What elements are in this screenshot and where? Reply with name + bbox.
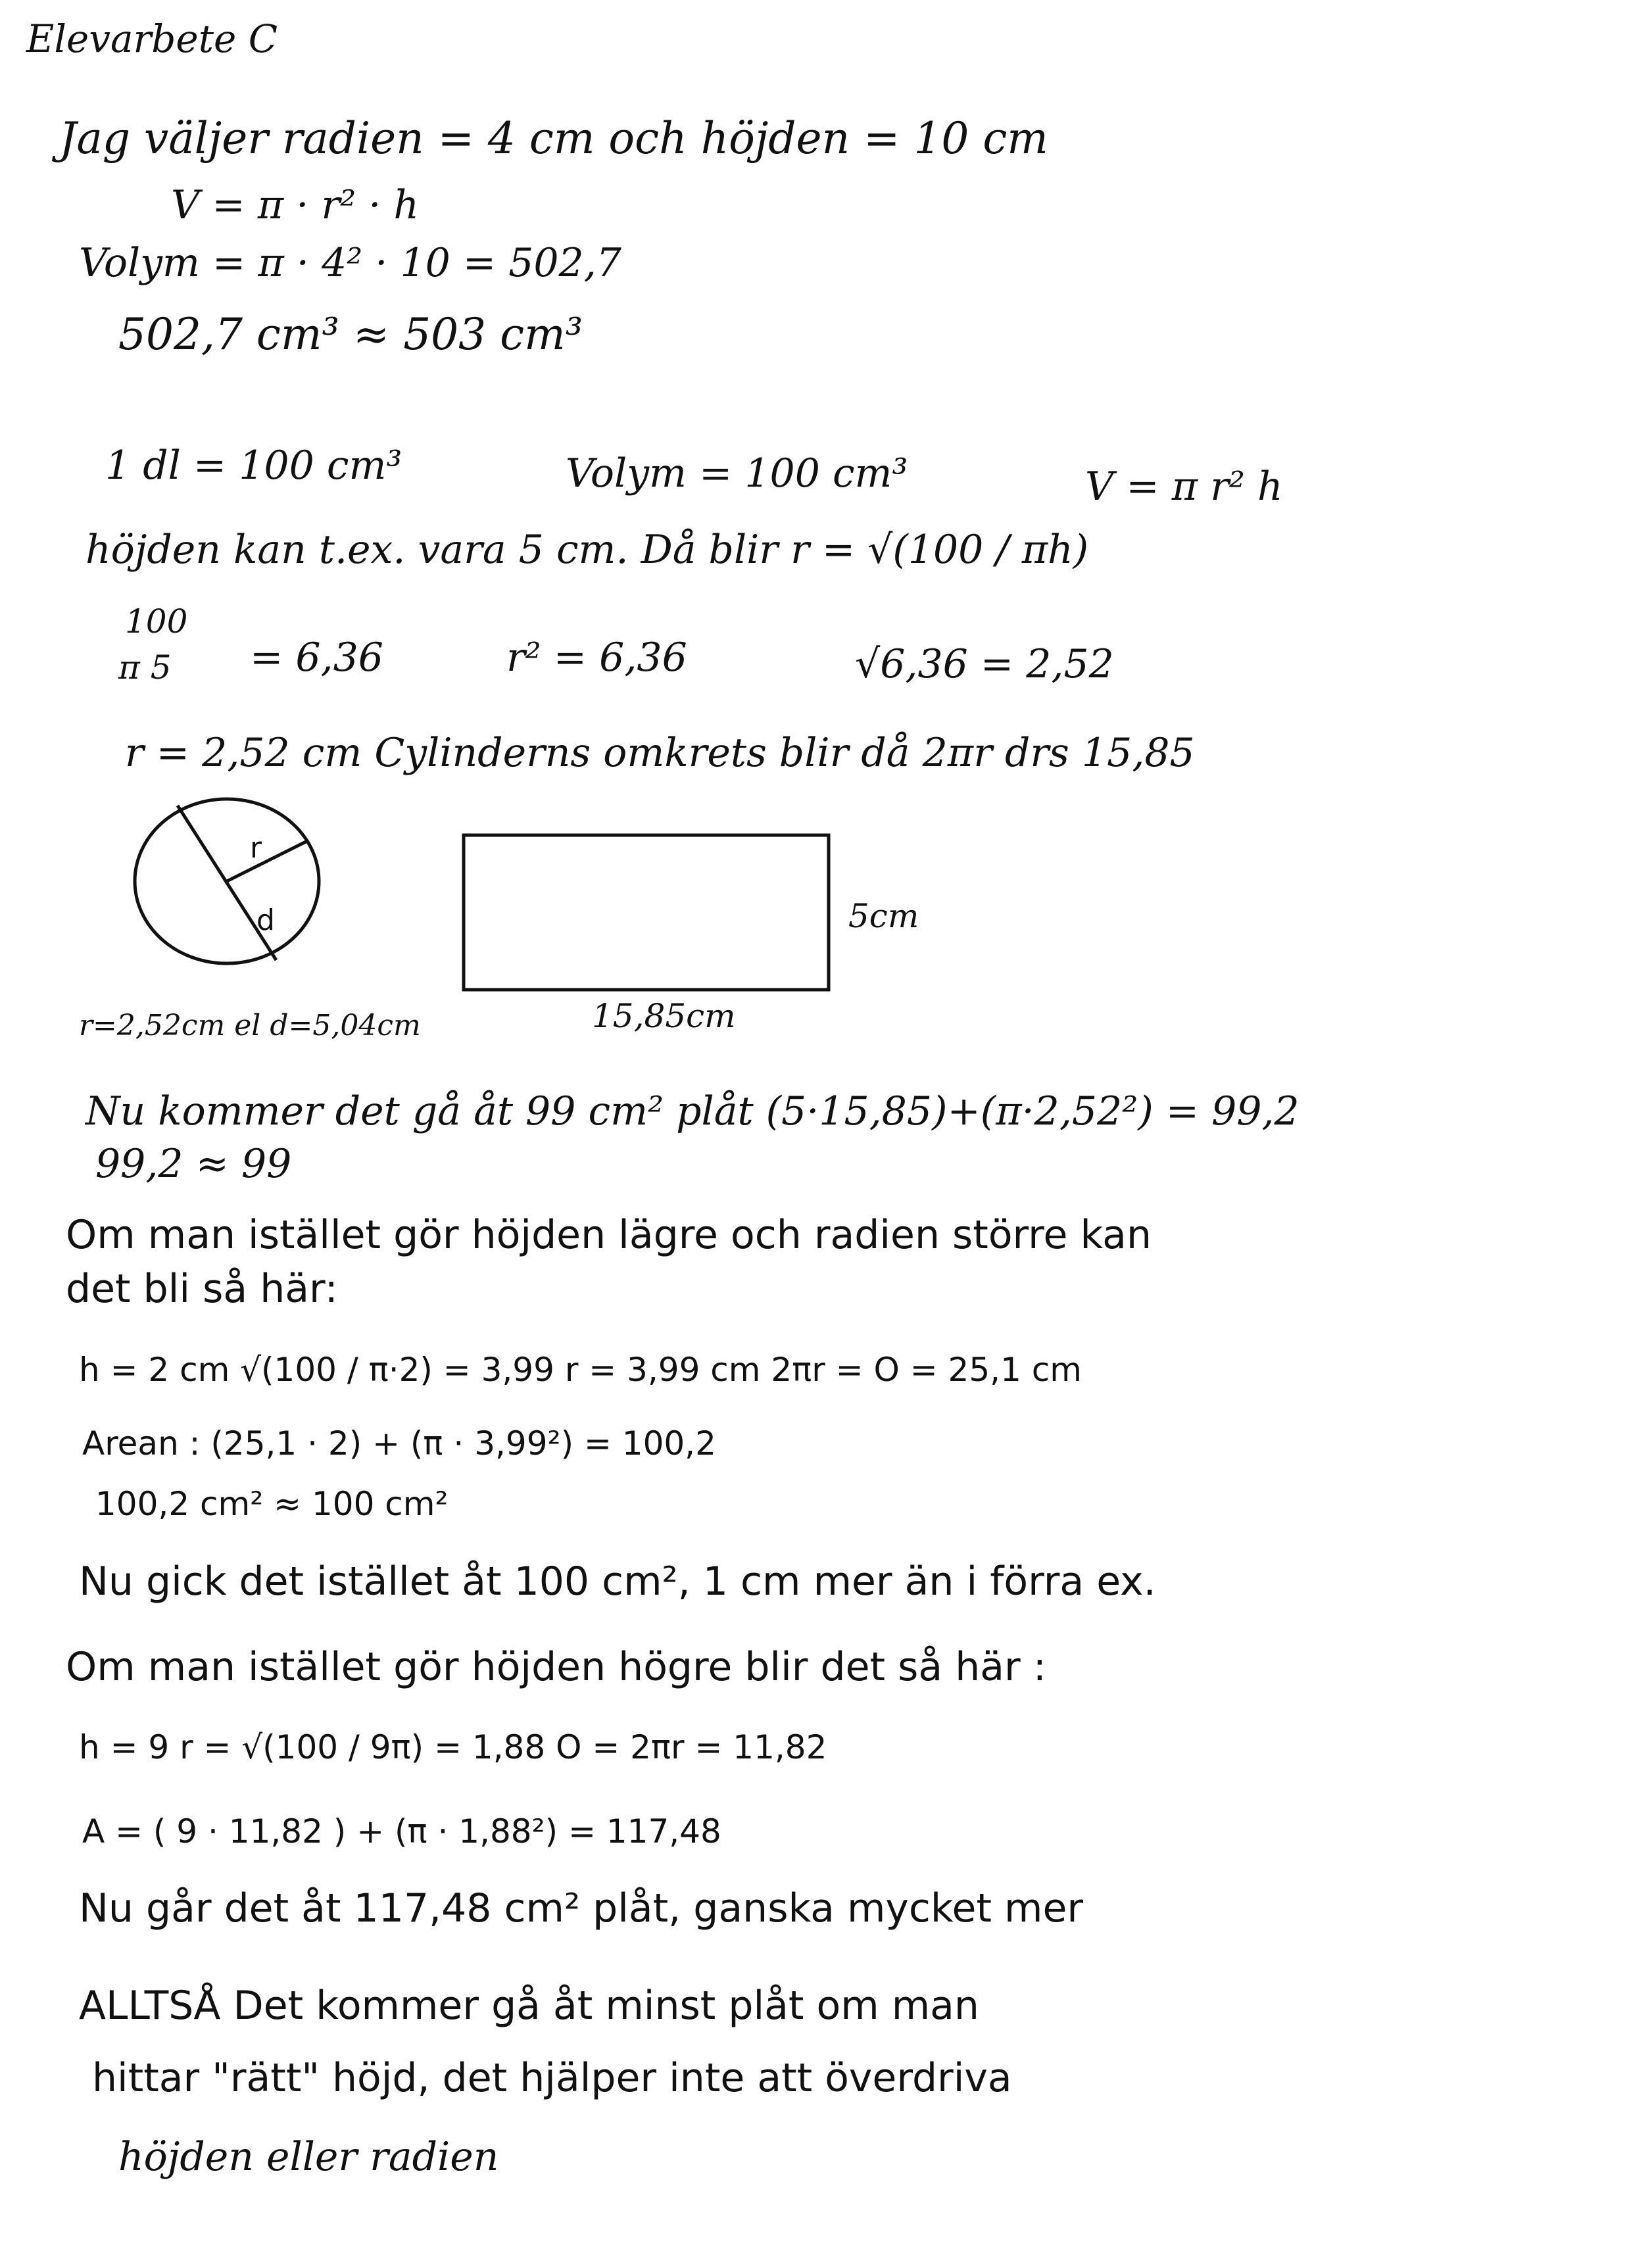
r-squared: r² = 6,36 bbox=[506, 635, 687, 681]
lower-height-conclusion: Nu gick det istället åt 100 cm², 1 cm mer än i förra ex. bbox=[79, 1559, 1156, 1605]
choice-line: Jag väljer radien = 4 cm och höjden = 10 cm bbox=[59, 113, 1048, 164]
cylinder-formula: V = π r² h bbox=[1085, 464, 1283, 510]
sqrt-result: √6,36 = 2,52 bbox=[855, 641, 1114, 687]
rect-width-label: 15,85cm bbox=[592, 997, 736, 1035]
volume-result: 502,7 cm³ ≈ 503 cm³ bbox=[118, 309, 583, 360]
figure-caption: r=2,52cm el d=5,04cm bbox=[79, 1009, 421, 1042]
unrolled-rectangle bbox=[464, 835, 829, 990]
higher-height-conclusion: Nu går det åt 117,48 cm² plåt, ganska mycket mer bbox=[79, 1885, 1084, 1931]
summary-line-2: hittar "rätt" höjd, det hjälper inte att överdriva bbox=[92, 2055, 1012, 2101]
lower-height-intro-2: det bli så här: bbox=[66, 1266, 338, 1312]
lower-height-area: Arean : (25,1 · 2) + (π · 3,99²) = 100,2 bbox=[82, 1424, 716, 1463]
rect-height-label: 5cm bbox=[848, 897, 919, 935]
height-choice-line: höjden kan t.ex. vara 5 cm. Då blir r = √(100 / πh) bbox=[85, 527, 1089, 573]
fraction-denominator: π 5 bbox=[118, 648, 172, 687]
summary-line-3: höjden eller radien bbox=[118, 2134, 499, 2180]
higher-height-calc: h = 9 r = √(100 / 9π) = 1,88 O = 2πr = 11,82 bbox=[79, 1728, 827, 1766]
higher-height-area: A = ( 9 · 11,82 ) + (π · 1,88²) = 117,48 bbox=[82, 1812, 721, 1851]
sheet-metal-line: Nu kommer det gå åt 99 cm² plåt (5·15,85)+(π·2,52²) = 99,2 bbox=[85, 1088, 1300, 1134]
volume-formula: V = π · r² · h bbox=[171, 182, 419, 228]
fraction-result: = 6,36 bbox=[250, 635, 383, 681]
volume-calc: Volym = π · 4² · 10 = 502,7 bbox=[79, 240, 621, 286]
higher-height-intro: Om man istället gör höjden högre blir det så här : bbox=[66, 1644, 1046, 1690]
sheet-metal-round: 99,2 ≈ 99 bbox=[95, 1141, 292, 1187]
volume-requirement: Volym = 100 cm³ bbox=[566, 450, 908, 496]
lower-height-area-round: 100,2 cm² ≈ 100 cm² bbox=[95, 1485, 449, 1523]
lower-height-intro-1: Om man istället gör höjden lägre och radien större kan bbox=[66, 1212, 1152, 1258]
summary-line-1: ALLTSÅ Det kommer gå åt minst plåt om man bbox=[79, 1983, 979, 2029]
circumference-line: r = 2,52 cm Cylinderns omkrets blir då 2πr drs 15,85 bbox=[125, 730, 1195, 776]
lower-height-calc: h = 2 cm √(100 / π·2) = 3,99 r = 3,99 cm 2πr = O = 25,1 cm bbox=[79, 1351, 1082, 1389]
circle-radius-label: r bbox=[250, 831, 262, 865]
circle-diameter-label: d bbox=[256, 904, 275, 937]
dl-definition: 1 dl = 100 cm³ bbox=[105, 443, 402, 489]
radius-line bbox=[227, 842, 306, 881]
page-title: Elevarbete C bbox=[26, 16, 278, 61]
fraction-numerator: 100 bbox=[125, 602, 188, 641]
